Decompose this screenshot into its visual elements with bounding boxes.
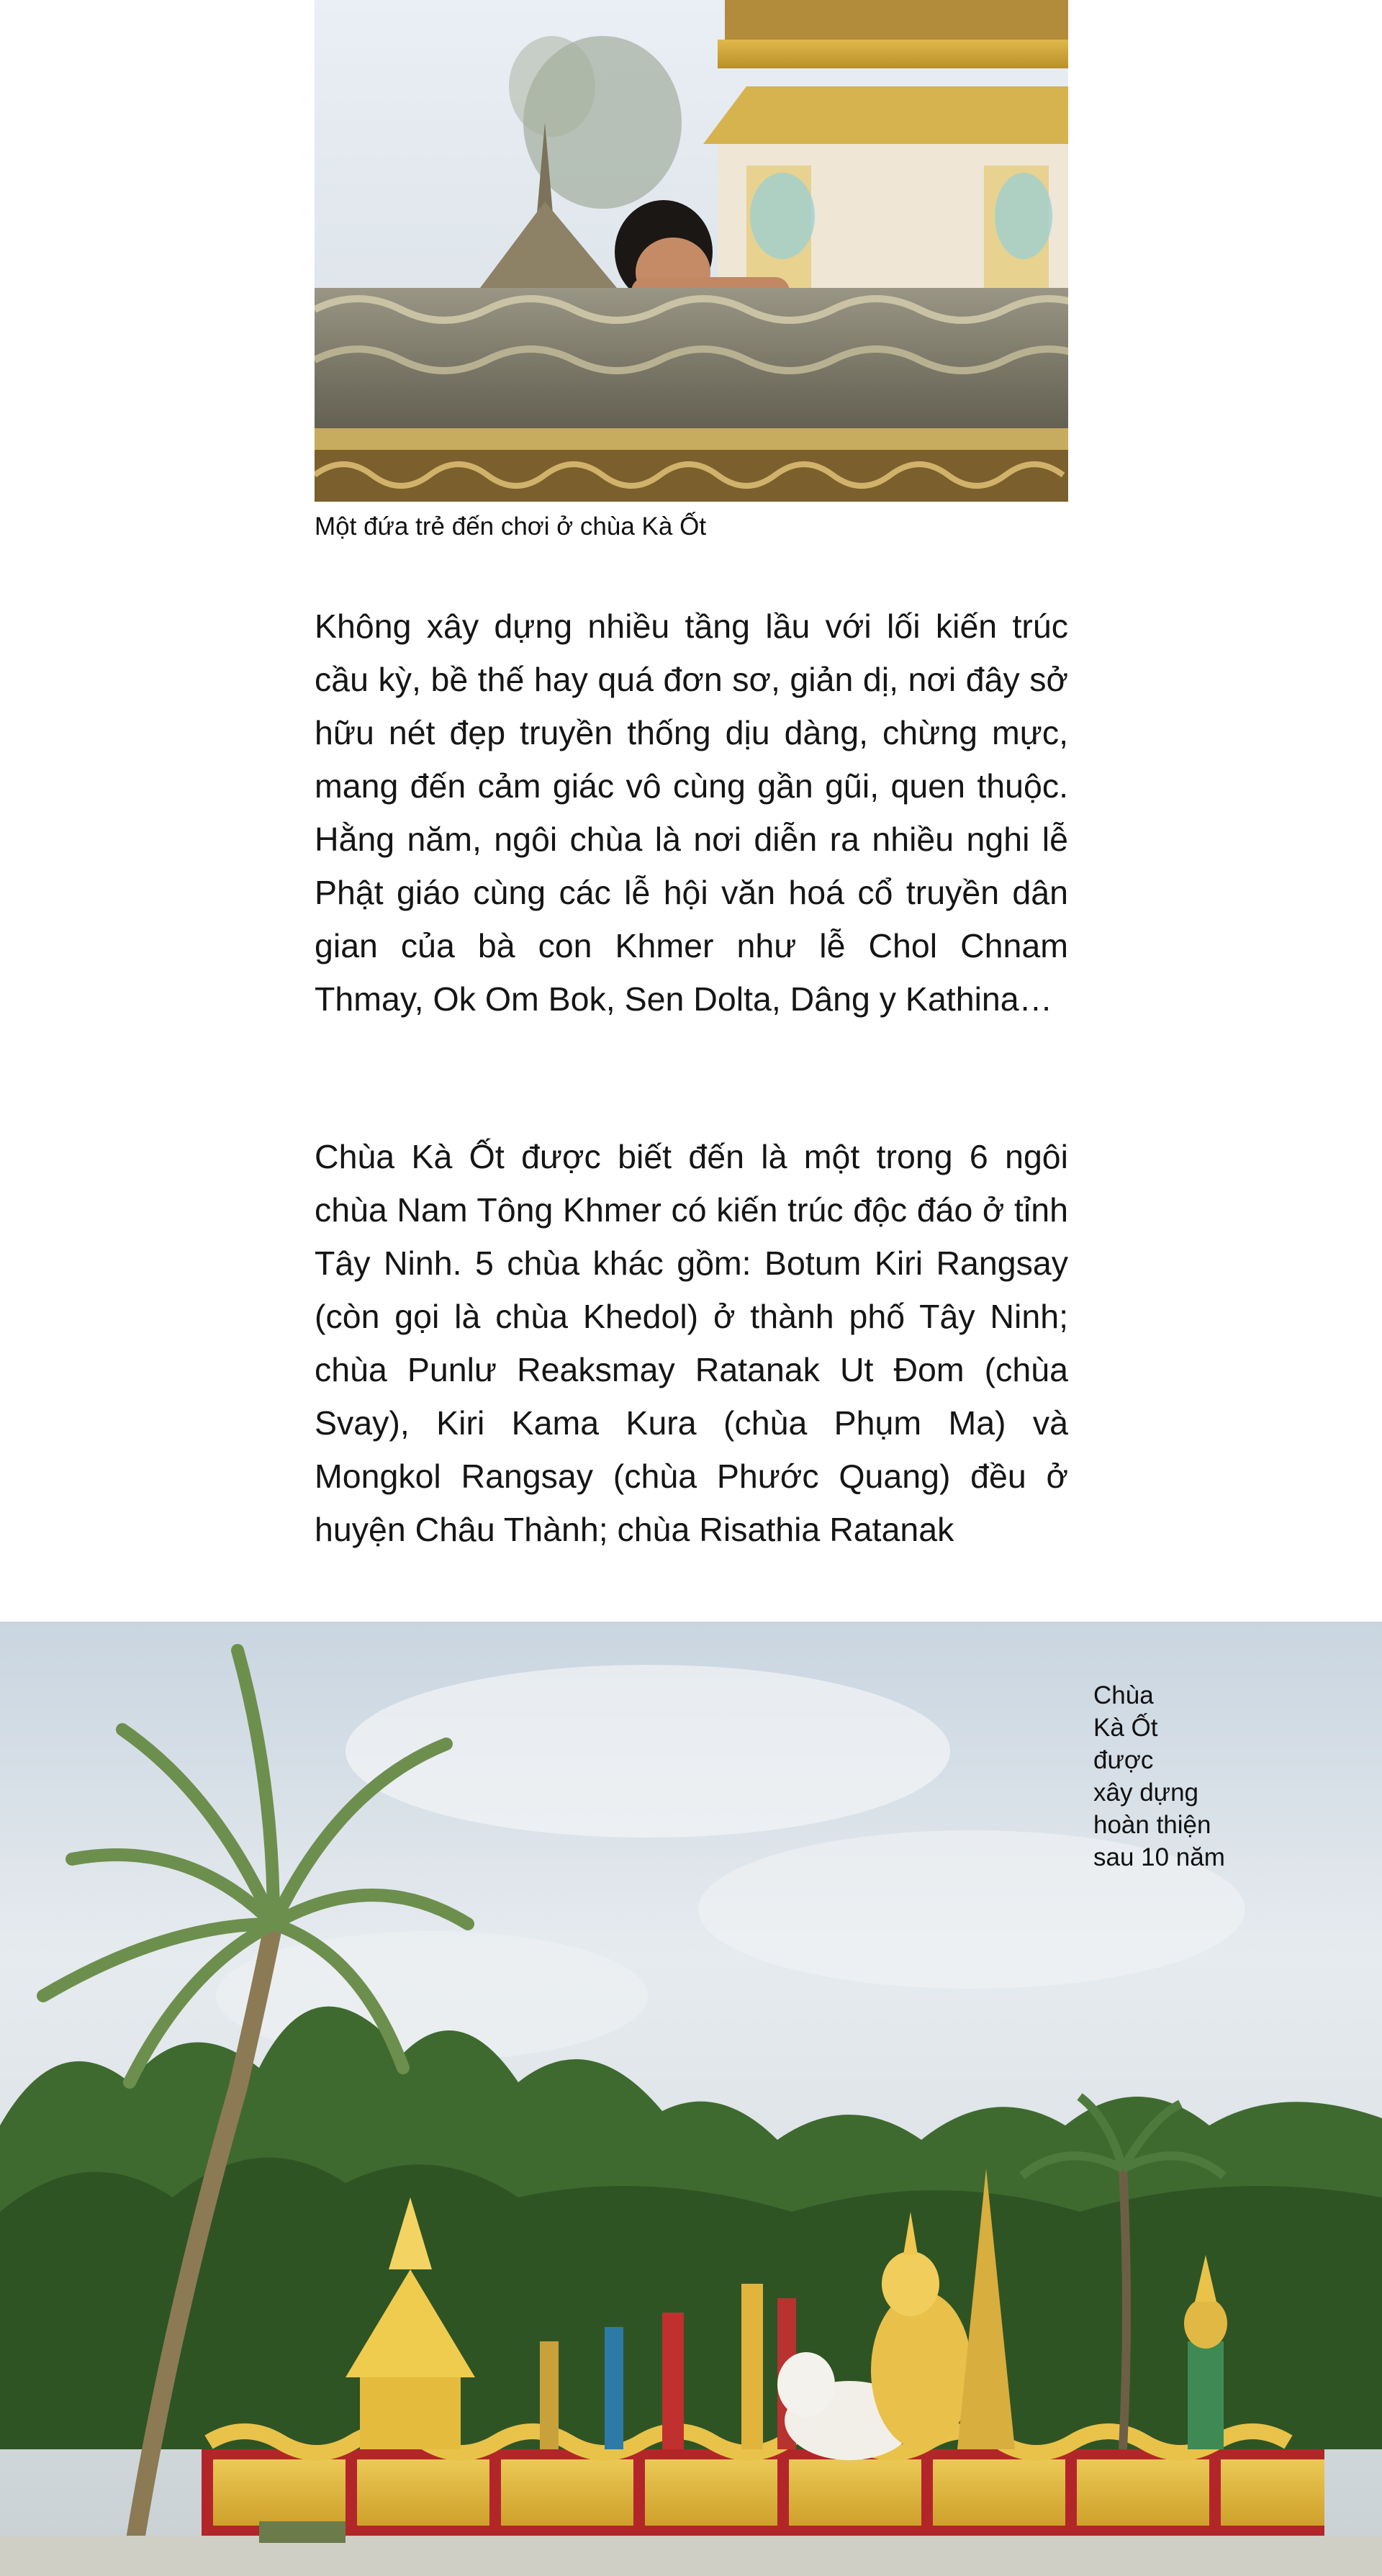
child-photo-caption: Một đứa trẻ đến chơi ở chùa Kà Ốt (315, 512, 707, 541)
body-paragraph-six-pagodas: Chùa Kà Ốt được biết đến là một trong 6 ngôi chùa Nam Tông Khmer có kiến trúc độc đáo ở tỉnh Tây Ninh. 5 chùa khác gồm: Botum Kiri Rangsay (còn gọi là chùa Khedol) ở thành phố Tây Ninh; chùa Punlư Reaksmay Ratanak Ut Đom (chùa Svay), Kiri Kama Kura (chùa Phụm Ma) và Mongkol Rangsay (chùa Phước Quang) đều ở huyện Châu Thành; chùa Risathia Ratanak (315, 1138, 1068, 1548)
child-at-temple-illustration (315, 0, 1068, 502)
caption-line: hoàn thiện (1093, 1811, 1211, 1839)
caption-line: được (1093, 1746, 1154, 1774)
caption-line: xây dựng (1093, 1779, 1199, 1807)
temple-photo-caption (1093, 1679, 1266, 1874)
child-at-temple-photo (315, 0, 1068, 502)
body-paragraph-traditions: Không xây dựng nhiều tầng lầu với lối kiến trúc cầu kỳ, bề thế hay quá đơn sơ, giản dị, nơi đây sở hữu nét đẹp truyền thống dịu dàng, chừng mực, mang đến cảm giác vô cùng gần gũi, quen thuộc. Hằng năm, ngôi chùa là nơi diễn ra nhiều nghi lễ Phật giáo cùng các lễ hội văn hoá cổ truyền dân gian của bà con Khmer như lễ Chol Chnam Thmay, Ok Om Bok, Sen Dolta, Dâng y Kathina… (315, 607, 1068, 1018)
caption-line: sau 10 năm (1093, 1843, 1225, 1871)
caption-line: Chùa (1093, 1681, 1154, 1709)
caption-line: Kà Ốt (1093, 1714, 1158, 1742)
